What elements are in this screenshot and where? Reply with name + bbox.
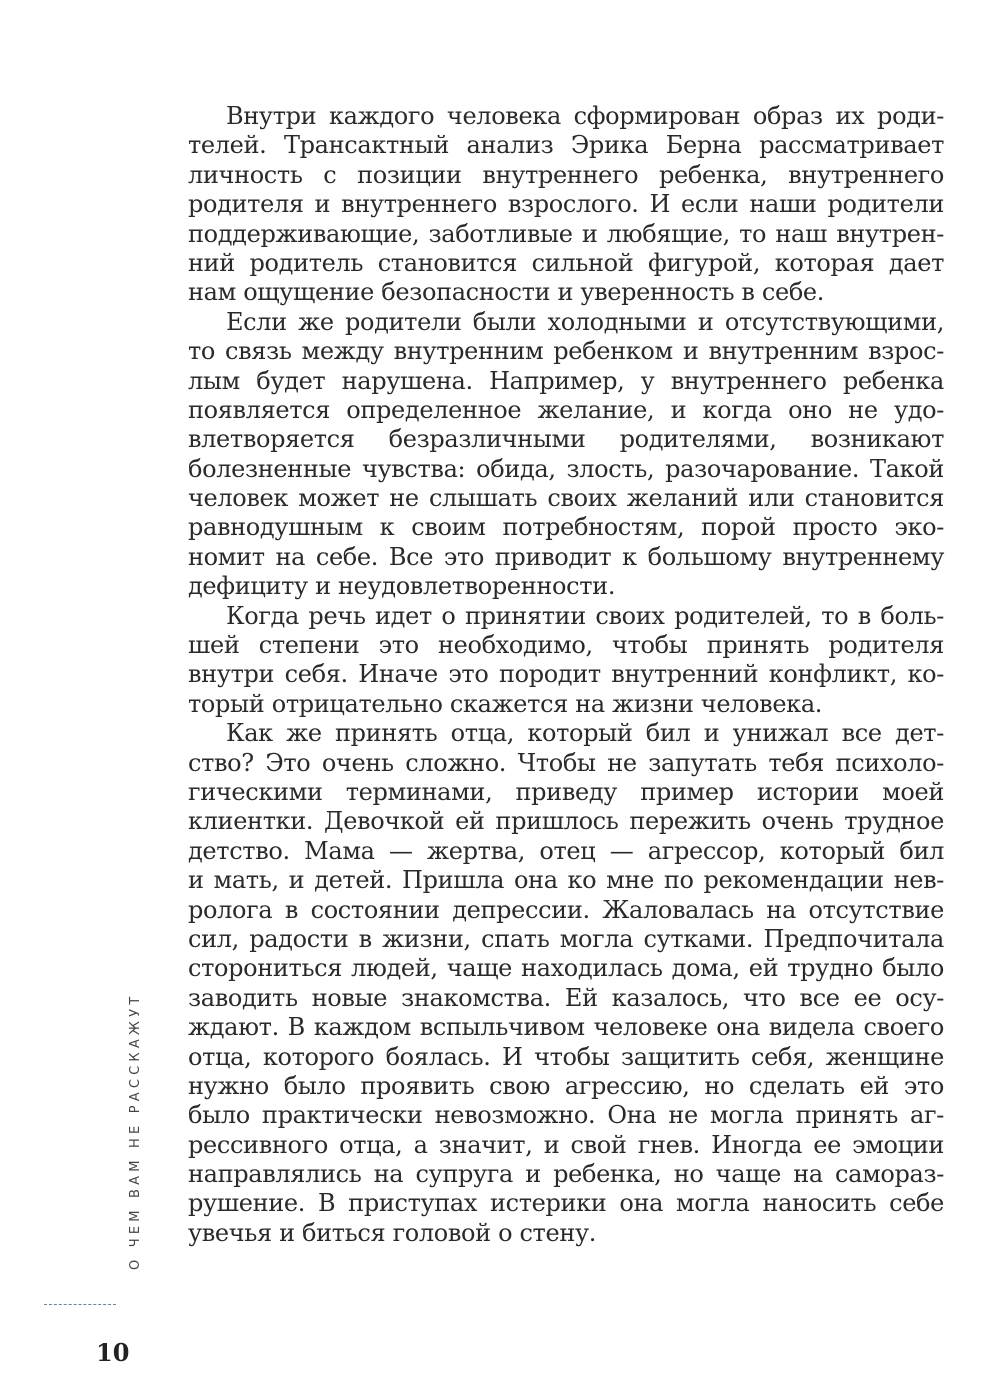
text-line: Когда речь идет о принятии своих родителей, то в боль- (226, 601, 944, 630)
text-line: дефициту и неудовлетворенности. (188, 572, 616, 601)
text-line: сил, радости в жизни, спать могла сутками. Предпочитала (188, 924, 944, 953)
text-line: увечья и биться головой о стену. (188, 1218, 597, 1247)
text-line: клиентки. Девочкой ей пришлось пережить очень трудное (188, 807, 944, 836)
text-line: телей. Трансактный анализ Эрика Берна рассматривает (188, 131, 944, 160)
text-line: ство? Это очень сложно. Чтобы не запутать тебя психоло- (188, 748, 944, 777)
text-line: Внутри каждого человека сформирован образ их роди- (226, 102, 944, 130)
text-line: отца, которого боялась. И чтобы защитить себя, женщине (188, 1042, 944, 1071)
body-text (188, 102, 944, 1248)
text-line: было практически невозможно. Она не могла принять аг- (188, 1101, 944, 1130)
text-line: лым будет нарушена. Например, у внутреннего ребенка (188, 366, 944, 395)
text-line: сторониться людей, чаще находилась дома, ей трудно было (188, 954, 944, 983)
text-line: равнодушным к своим потребностям, порой просто эко- (188, 513, 944, 542)
text-line: направлялись на супруга и ребенка, но чаще на самораз- (188, 1160, 944, 1189)
text-line: то связь между внутренним ребенком и внутренним взрос- (188, 337, 944, 366)
text-line: влетворяется безразличными родителями, возникают (188, 425, 944, 454)
text-line: появляется определенное желание, и когда оно не удо- (188, 395, 944, 424)
text-line: внутри себя. Иначе это породит внутренний конфликт, ко- (188, 660, 944, 689)
running-head: О ЧЕМ ВАМ НЕ РАССКАЖУТ (128, 992, 143, 1270)
text-line: рушение. В приступах истерики она могла наносить себе (188, 1189, 944, 1218)
margin-rule (44, 1304, 116, 1305)
text-line: ролога в состоянии депрессии. Жаловалась на отсутствие (188, 895, 944, 924)
text-line: шей степени это необходимо, чтобы принять родителя (188, 631, 944, 660)
text-line: ждают. В каждом вспыльчивом человеке она видела своего (188, 1013, 944, 1042)
text-line: личность с позиции внутреннего ребенка, внутреннего (188, 160, 944, 189)
text-line: ний родитель становится сильной фигурой, которая дает (188, 248, 944, 277)
text-line: рессивного отца, а значит, и свой гнев. Иногда ее эмоции (188, 1130, 944, 1159)
text-line: нам ощущение безопасности и уверенность в себе. (188, 278, 825, 307)
text-line: Если же родители были холодными и отсутствующими, (226, 307, 944, 336)
text-line: гическими терминами, приведу пример истории моей (188, 777, 944, 806)
text-line: родителя и внутреннего взрослого. И если наши родители (188, 190, 944, 219)
text-line: детство. Мама — жертва, отец — агрессор, который бил (188, 836, 944, 865)
page-number: 10 (96, 1338, 130, 1367)
text-line: болезненные чувства: обида, злость, разочарование. Такой (188, 454, 944, 483)
text-line: заводить новые знакомства. Ей казалось, что все ее осу- (188, 983, 944, 1012)
text-line: и мать, и детей. Пришла она ко мне по рекомендации нев- (188, 866, 944, 895)
text-line: Как же принять отца, который бил и унижал все дет- (226, 719, 944, 748)
text-line: торый отрицательно скажется на жизни человека. (188, 689, 823, 718)
text-line: нужно было проявить свою агрессию, но сделать ей это (188, 1071, 944, 1100)
text-line: номит на себе. Все это приводит к большому внутреннему (188, 542, 944, 571)
text-line: человек может не слышать своих желаний или становится (188, 484, 944, 513)
text-line: поддерживающие, заботливые и любящие, то наш внутрен- (188, 219, 944, 248)
